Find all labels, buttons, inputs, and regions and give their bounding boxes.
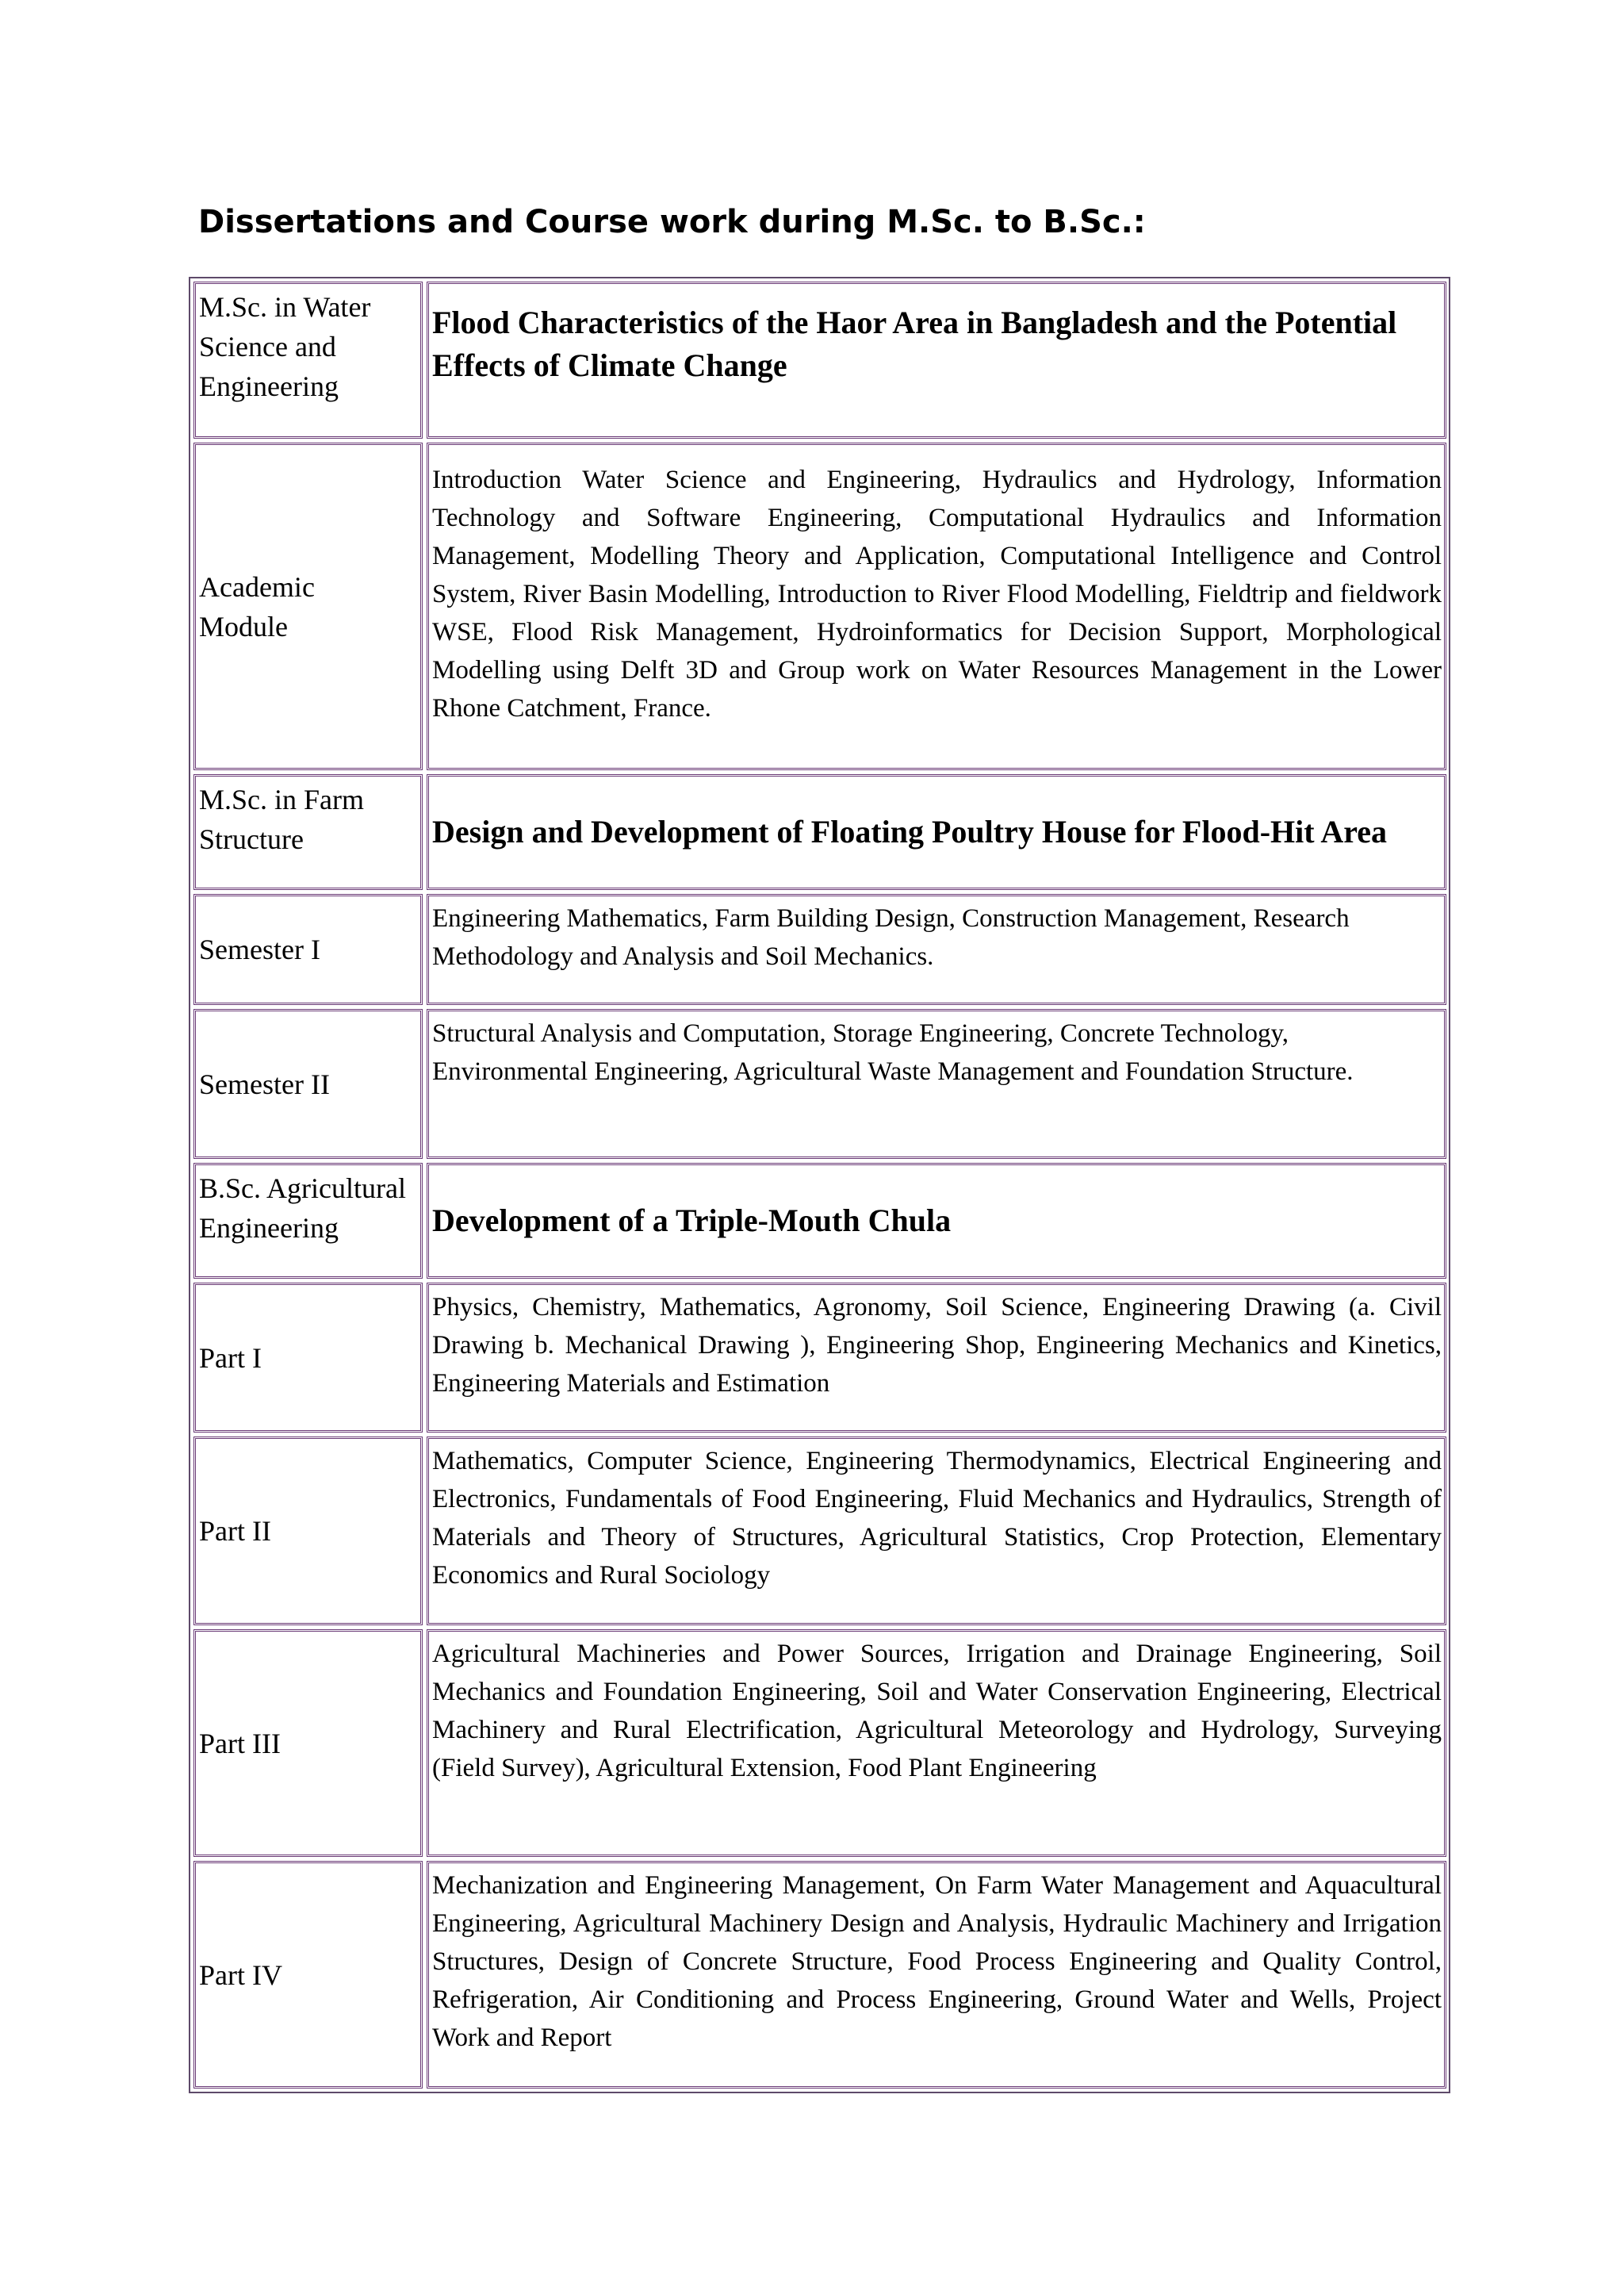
course-list: Engineering Mathematics, Farm Building Design, Construction Management, Research Methodology and Analysis and Soil Mechanics.: [432, 904, 1350, 971]
part-label: Part III: [199, 1727, 281, 1759]
course-list: Mathematics, Computer Science, Engineering Thermodynamics, Electrical Engineering and Electronics, Fundamentals of Food Engineering, Fluid Mechanics and Hydraulics, Strength of Materials and Theory of Structures, Agricultural Statistics, Crop Protection, Elementary Economics and Rural Sociology: [432, 1447, 1442, 1590]
semester-label: Semester I: [199, 934, 320, 965]
row-label-cell: [193, 1629, 423, 1857]
degree-label: M.Sc. in Farm Structure: [199, 784, 365, 855]
row-content-cell: [427, 1283, 1446, 1433]
degree-label: B.Sc. Agricultural Engineering: [199, 1172, 406, 1244]
row-content-cell: [427, 1009, 1446, 1159]
course-list: Introduction Water Science and Engineering, Hydraulics and Hydrology, Information Technology and Software Engineering, Computational Hydraulics and Information Management, Modelling Theory and Application, Computational Intelligence and Control System, River Basin Modelling, Introduction to River Flood Modelling, Fieldtrip and fieldwork WSE, Flood Risk Management, Hydroinformatics for Decision Support, Morphological Modelling using Delft 3D and Group work on Water Resources Management in the Lower Rhone Catchment, France.: [432, 466, 1442, 723]
course-list: Physics, Chemistry, Mathematics, Agronomy, Soil Science, Engineering Drawing (a. Civil Drawing b. Mechanical Drawing ), Engineering Shop, Engineering Mechanics and Kinetics, Engineering Materials and Estimation: [432, 1293, 1442, 1398]
page-title: Dissertations and Course work during M.Sc. to B.Sc.:: [198, 204, 1146, 240]
row-content-cell: [427, 774, 1446, 890]
row-content-cell: [427, 1629, 1446, 1857]
course-list: Agricultural Machineries and Power Sources, Irrigation and Drainage Engineering, Soil Mechanics and Foundation Engineering, Soil and Water Conservation Engineering, Electrical Machinery and Rural Electrification, Agricultural Meteorology and Hydrology, Surveying (Field Survey), Agricultural Extension, Food Plant Engineering: [432, 1640, 1442, 1782]
row-label-cell: [193, 1163, 423, 1279]
part-label: Part I: [199, 1341, 262, 1374]
row-content-cell: [427, 1437, 1446, 1625]
module-label: Academic Module: [199, 570, 315, 643]
row-label-cell: [193, 894, 423, 1005]
course-list: Mechanization and Engineering Management, On Farm Water Management and Aquacultural Engineering, Agricultural Machinery Design and Analysis, Hydraulic Machinery and Irrigation Structures, Design of Concrete Structure, Food Process Engineering and Quality Control, Refrigeration, Air Conditioning and Process Engineering, Ground Water and Wells, Project Work and Report: [432, 1871, 1442, 2052]
row-content-cell: [427, 282, 1446, 439]
semester-label: Semester II: [199, 1068, 330, 1100]
degree-label: M.Sc. in Water Science and Engineering: [199, 291, 371, 402]
part-label: Part II: [199, 1515, 271, 1547]
row-label-cell: [193, 1861, 423, 2089]
row-label-cell: [193, 774, 423, 890]
row-content-cell: [427, 1163, 1446, 1279]
row-content-cell: [427, 894, 1446, 1005]
dissertation-title: Flood Characteristics of the Haor Area in Bangladesh and the Potential Effects of Climate Change: [432, 305, 1397, 383]
row-label-cell: [193, 282, 423, 439]
row-content-cell: [427, 443, 1446, 770]
dissertation-title: Design and Development of Floating Poultry House for Flood-Hit Area: [432, 814, 1388, 850]
row-label-cell: [193, 1009, 423, 1159]
dissertation-title: Development of a Triple-Mouth Chula: [432, 1203, 952, 1238]
part-label: Part IV: [199, 1958, 282, 1991]
row-label-cell: [193, 1437, 423, 1625]
course-list: Structural Analysis and Computation, Storage Engineering, Concrete Technology, Environmental Engineering, Agricultural Waste Management and Foundation Structure.: [432, 1019, 1354, 1086]
row-label-cell: [193, 1283, 423, 1433]
row-content-cell: [427, 1861, 1446, 2089]
row-label-cell: [193, 443, 423, 770]
